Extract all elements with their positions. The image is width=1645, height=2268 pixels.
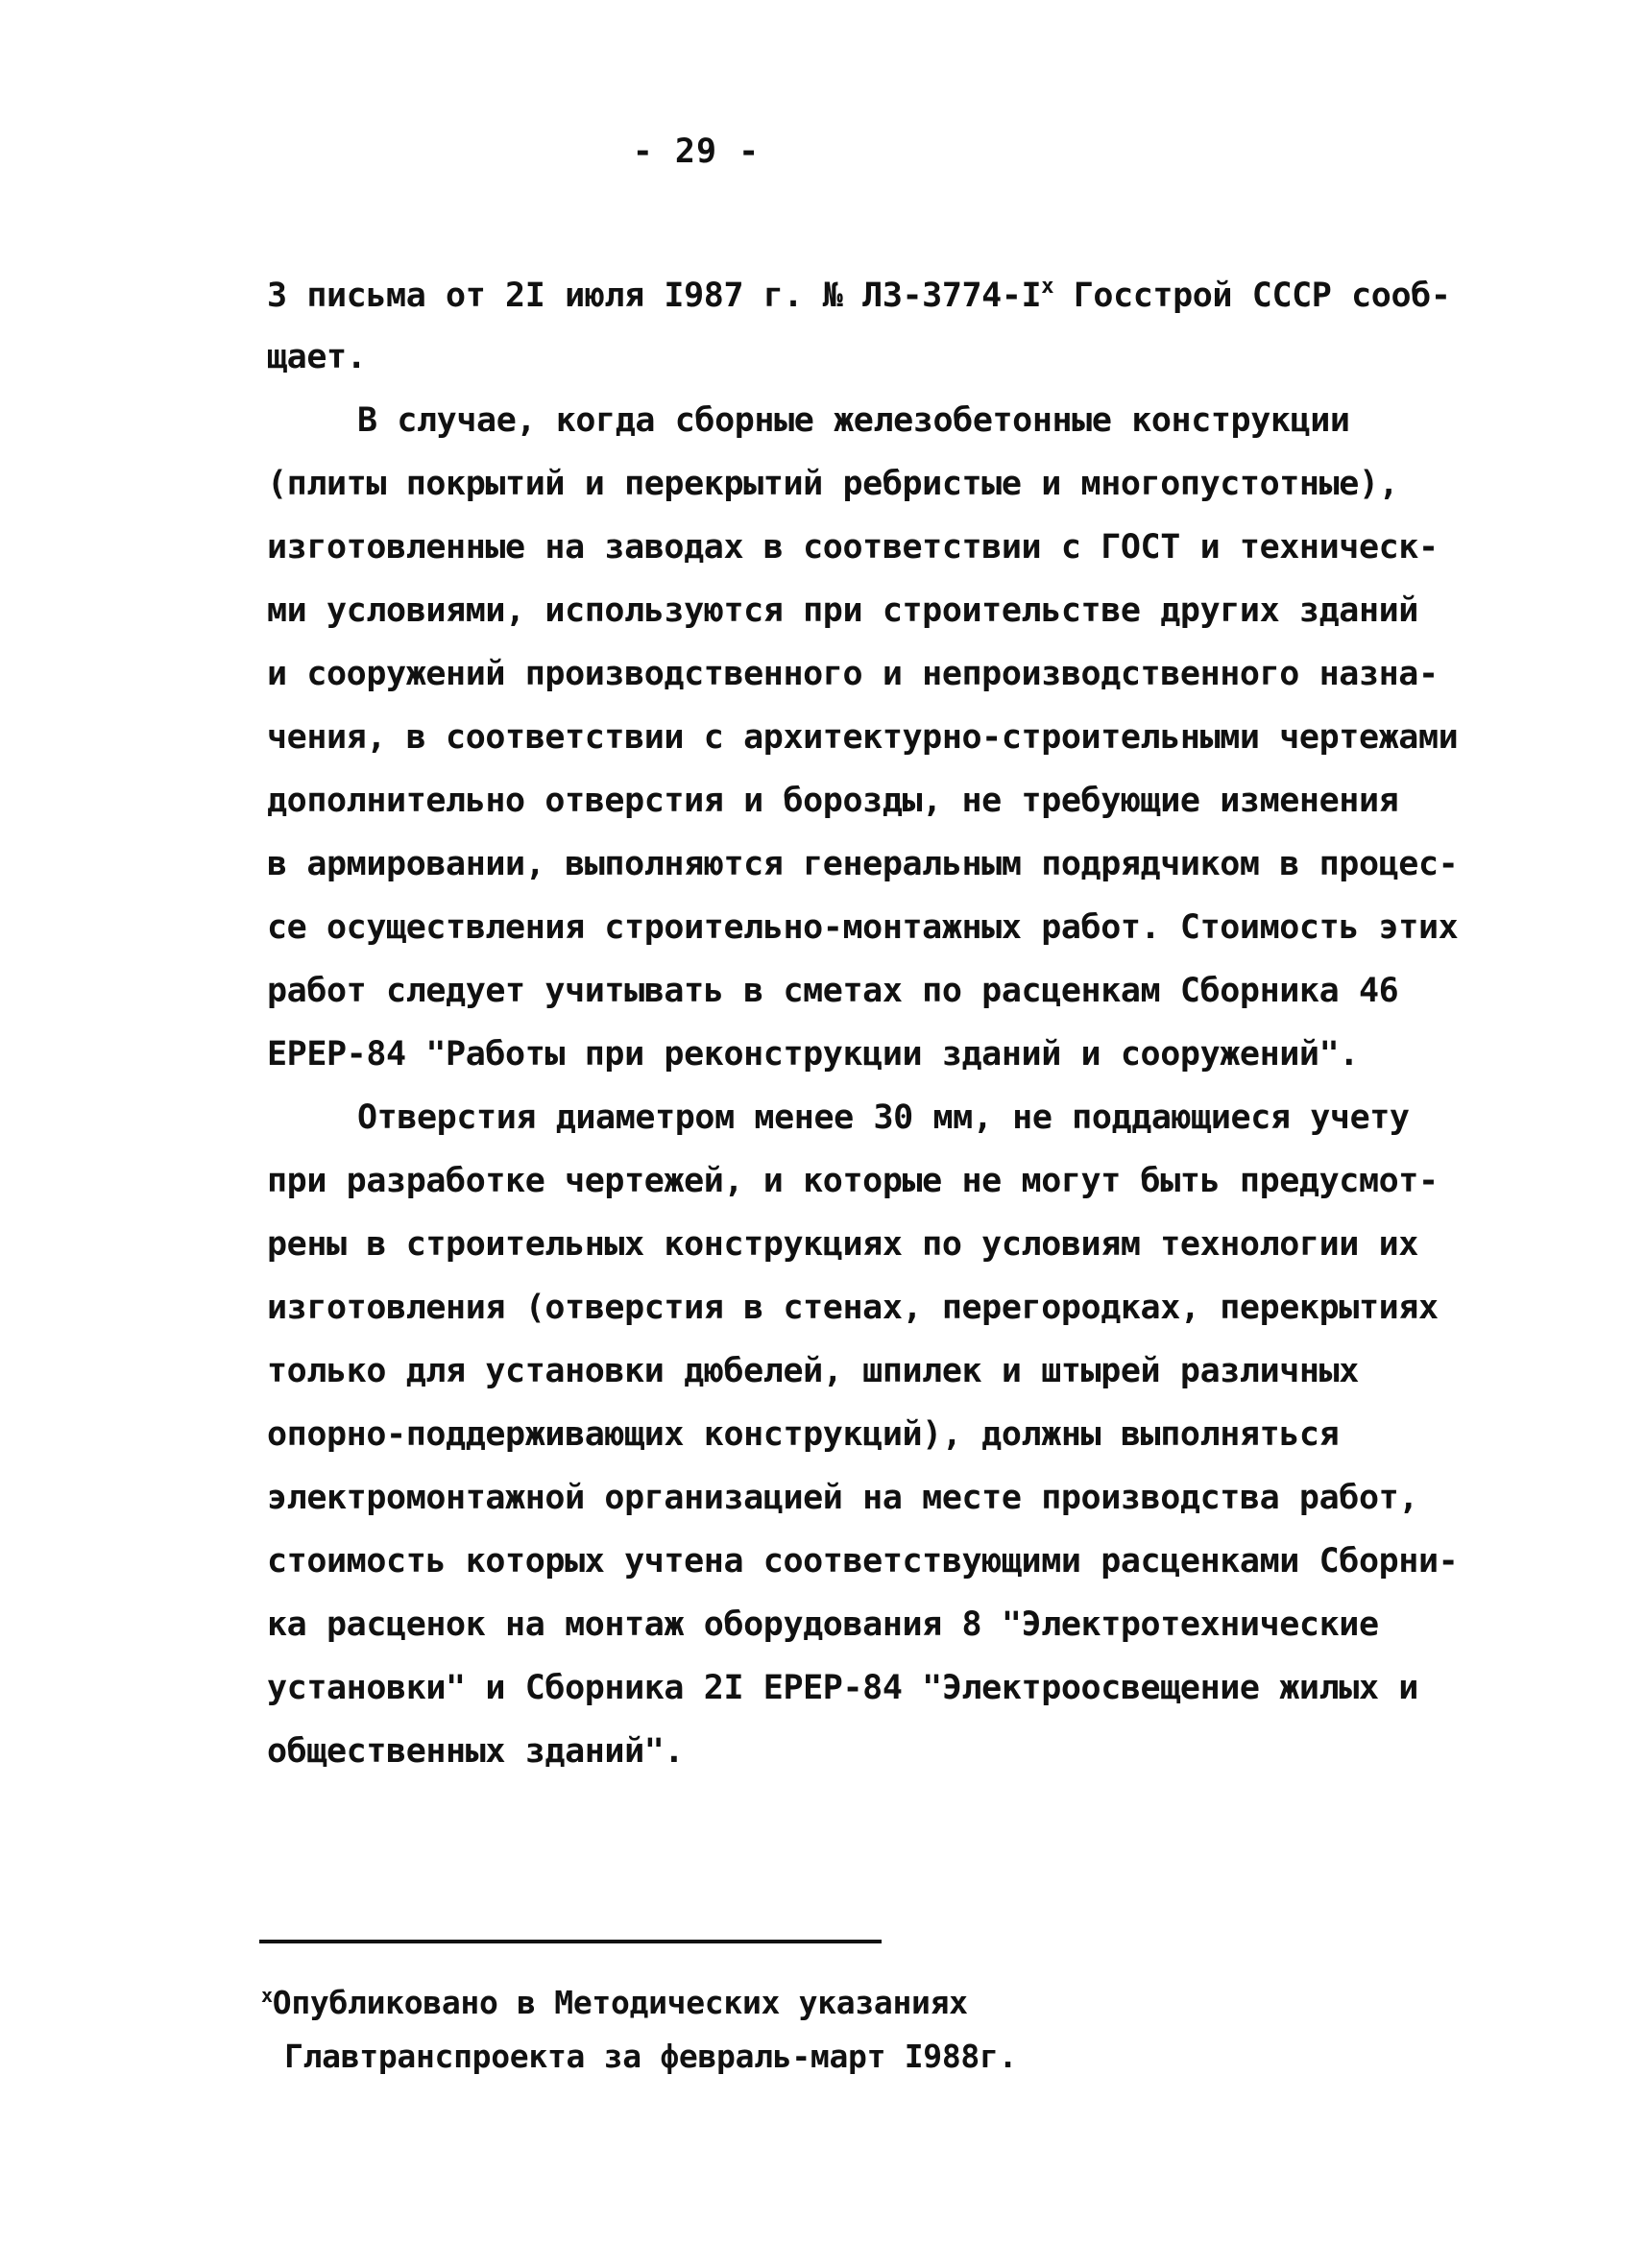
body-line: установки" и Сборника 2I ЕРЕР-84 "Электроосвещение жилых и xyxy=(267,1669,1418,1707)
paragraph-start-line: Отверстия диаметром менее 30 мм, не поддающиеся учету xyxy=(357,1098,1410,1137)
footnote-mark: x xyxy=(261,1984,273,2007)
body-line: общественных зданий". xyxy=(267,1732,685,1771)
body-line-text: Госстрой СССР сооб- xyxy=(1053,277,1451,315)
page-number: - 29 - xyxy=(632,133,761,171)
body-line: рены в строительных конструкциях по условиям технологии их xyxy=(267,1225,1418,1264)
body-line: работ следует учитывать в сметах по расценкам Сборника 46 xyxy=(267,972,1399,1010)
footnote-text: Опубликовано в Методических указаниях xyxy=(272,1984,968,2021)
body-line: щает. xyxy=(267,338,367,376)
footnote-divider xyxy=(259,1940,882,1943)
body-line: при разработке чертежей, и которые не могут быть предусмот- xyxy=(267,1162,1439,1200)
footnote-reference-mark: x xyxy=(1041,275,1054,299)
paragraph-start-line: В случае, когда сборные железобетонные конструкции xyxy=(357,401,1350,440)
body-line: ка расценок на монтаж оборудования 8 "Электротехнические xyxy=(267,1605,1379,1644)
body-line: се осуществления строительно-монтажных работ. Стоимость этих xyxy=(267,908,1459,947)
body-line: только для установки дюбелей, шпилек и штырей различных xyxy=(267,1352,1359,1390)
body-line: дополнительно отверстия и борозды, не требующие изменения xyxy=(267,782,1399,820)
body-line: ми условиями, используются при строительстве других зданий xyxy=(267,591,1418,630)
body-line: электромонтажной организацией на месте производства работ, xyxy=(267,1479,1418,1517)
body-line xyxy=(267,277,1451,315)
body-line: опорно-поддерживающих конструкций), должны выполняться xyxy=(267,1415,1340,1454)
body-line-text: 3 письма от 2I июля I987 г. № ЛЗ-3774-I xyxy=(267,277,1042,315)
body-line: стоимость которых учтена соответствующими расценками Сборни- xyxy=(267,1542,1459,1580)
body-line: и сооружений производственного и непроизводственного назна- xyxy=(267,655,1439,693)
body-line: изготовления (отверстия в стенах, перегородках, перекрытиях xyxy=(267,1289,1439,1327)
body-line: изготовленные на заводах в соответствии с ГОСТ и техническ- xyxy=(267,528,1439,567)
body-line: (плиты покрытий и перекрытий ребристые и многопустотные), xyxy=(267,465,1399,503)
footnote-line xyxy=(261,1984,968,2022)
body-line: в армировании, выполняются генеральным подрядчиком в процес- xyxy=(267,845,1459,883)
footnote-line: Главтранспроекта за февраль-март I988г. xyxy=(284,2038,1018,2075)
body-line: ЕРЕР-84 "Работы при реконструкции зданий и сооружений". xyxy=(267,1035,1359,1074)
body-line: чения, в соответствии с архитектурно-строительными чертежами xyxy=(267,718,1459,757)
